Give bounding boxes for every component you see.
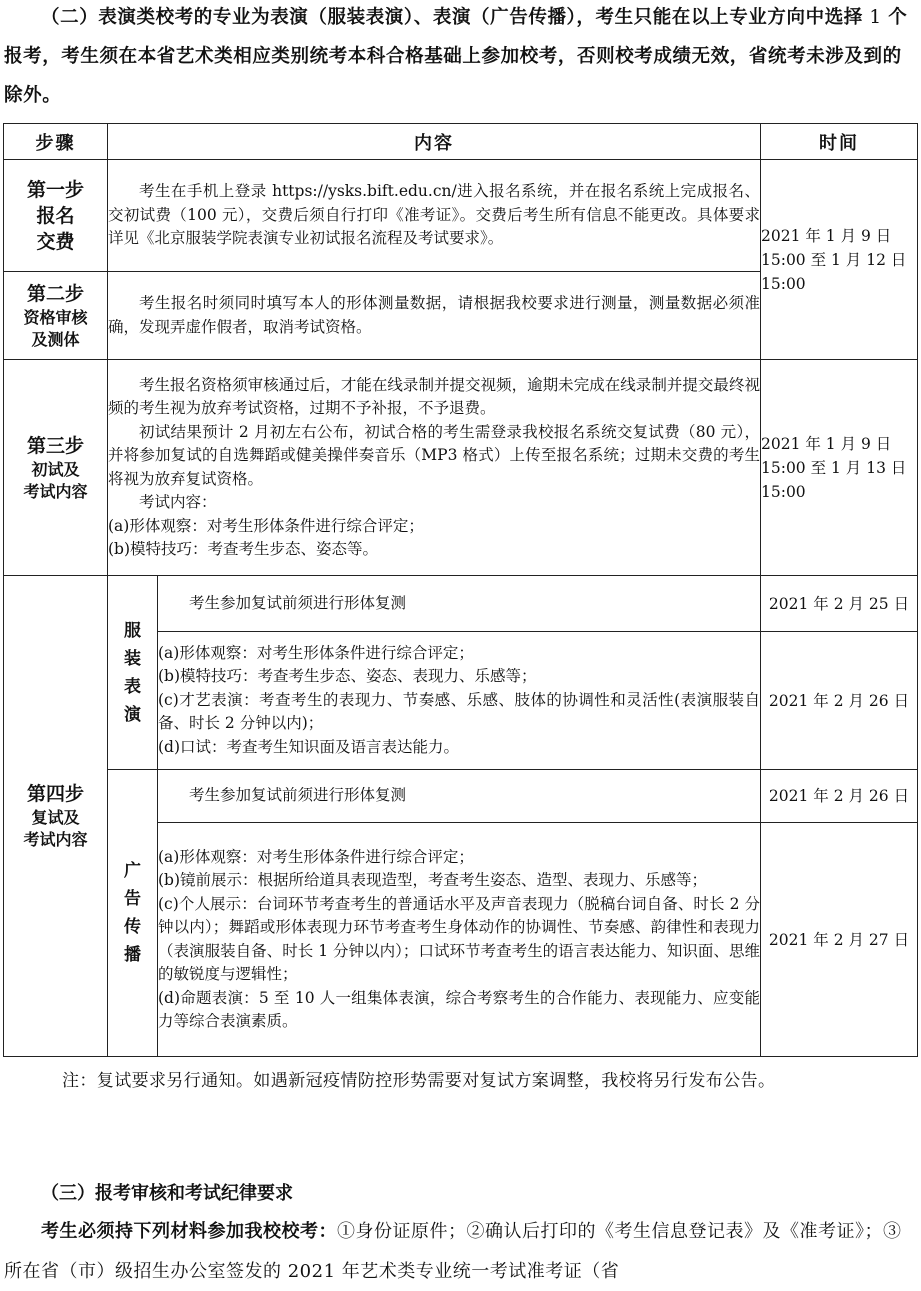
- step3-label-3: 考试内容: [23, 481, 88, 501]
- step2-name: [4, 272, 108, 360]
- step4-label-1: 第四步: [26, 783, 84, 805]
- exam-steps-table: [3, 123, 918, 1057]
- step3-content: [108, 360, 761, 576]
- step4-label-3: 考试内容: [23, 830, 88, 849]
- intro-paragraph: [4, 0, 916, 115]
- track-fashion-performance: [108, 576, 158, 770]
- step1-label-1: 第一步: [26, 178, 84, 201]
- section-3-paragraph: [4, 1212, 916, 1291]
- track-a-row2-date: 2 月 26 日: [833, 691, 910, 710]
- step3-para-5: (b)模特技巧：考查考生步态、姿态等。: [108, 540, 379, 558]
- table-header-row: [4, 124, 918, 160]
- track-b-char: 广: [124, 861, 141, 881]
- step1-label-3: 交费: [36, 230, 75, 253]
- track-b-row2-time: [761, 823, 918, 1057]
- track-b-char: 传: [124, 917, 141, 937]
- step3-para-3: 考试内容：: [139, 493, 217, 511]
- step2-label-3: 及测体: [31, 329, 80, 349]
- track-a-row2-content: [158, 632, 761, 770]
- step4-name: [4, 576, 108, 1057]
- step1-name: [4, 160, 108, 272]
- track-a-item: (c)才艺表演：考查考生的表现力、节奏感、乐感、肢体的协调性和灵活性(表演服装自备、时长 2 分钟以内)；: [158, 690, 760, 733]
- track-a-item: (b)模特技巧：考查考生步态、姿态、表现力、乐感等；: [158, 667, 537, 686]
- track-b-char: 播: [124, 945, 141, 965]
- table-row: [4, 770, 918, 823]
- step3-label-1: 第三步: [26, 434, 84, 457]
- header-step: 步骤: [4, 124, 108, 160]
- step3-label-2: 初试及: [31, 459, 80, 479]
- track-a-char: 装: [124, 648, 141, 669]
- track-a-row1-content: [158, 576, 761, 632]
- track-b-row1-time: [761, 770, 918, 823]
- intro-number: 1: [862, 7, 889, 28]
- track-a-row1-year: 2021 年: [768, 594, 829, 613]
- step3-para-4: (a)形体观察：对考生形体条件进行综合评定；: [108, 516, 424, 535]
- track-a-item: (d)口试：考查考生知识面及语言表达能力。: [158, 737, 460, 756]
- table-note: 注：复试要求另行通知。如遇新冠疫情防控形势需要对复试方案调整，我校将另行发布公告。: [62, 1071, 776, 1091]
- track-b-item: (d)命题表演：5 至 10 人一组集体表演，综合考察考生的合作能力、表现能力、应变能力等综合表演素质。: [158, 988, 760, 1030]
- step3-name: [4, 360, 108, 576]
- track-a-char: 服: [124, 620, 141, 641]
- table-row: [4, 360, 918, 576]
- header-content: 内容: [108, 124, 761, 160]
- track-b-item: (b)镜前展示：根据所给道具表现造型，考查考生姿态、造型、表现力、乐感等；: [158, 871, 708, 889]
- track-b-item: (a)形体观察：对考生形体条件进行综合评定；: [158, 847, 474, 866]
- step2-label-2: 资格审核: [23, 307, 88, 327]
- track-b-row2-date: 2 月 27 日: [833, 930, 910, 949]
- table-row: [4, 576, 918, 632]
- track-b-char: 告: [124, 889, 141, 909]
- track-b-row1-year: 2021 年: [768, 787, 829, 805]
- track-b-row1-text: 考生参加复试前须进行形体复测: [189, 786, 407, 805]
- step1-2-time: 2021 年 1 月 9 日 15:00 至 1 月 12 日 15:00: [761, 160, 918, 360]
- step2-content-text: 考生报名时须同时填写本人的形体测量数据，请根据我校要求进行测量，测量数据必须准确，发现弄虚作假者，取消考试资格。: [108, 294, 760, 336]
- step4-label-2: 复试及: [31, 808, 80, 827]
- track-a-row2-year: 2021 年: [768, 691, 829, 710]
- step1-content-text: 考生在手机上登录 https://ysks.bift.edu.cn/进入报名系统，并在报名系统上完成报名、交初试费（100 元），交费后须自行打印《准考证》。交费后考生所有信息不能更改。具体要求详见《北京服装学院表演专业初试报名流程及考试要求》。: [108, 182, 760, 248]
- track-b-row2-content: [158, 823, 761, 1057]
- track-a-char: 表: [124, 676, 141, 697]
- intro-text-b: 个报考，考生须在本省艺术类相应类别统考本科合格基础上参加校考，否则校考成绩无效，省统考未涉及到的除外。: [4, 7, 908, 106]
- section-3-heading: （三）报考审核和考试纪律要求: [41, 1183, 293, 1204]
- step3-para-2: 初试结果预计 2 月初左右公布，初试合格的考生需登录我校报名系统交复试费（80 元），并将参加复试的自选舞蹈或健美操伴奏音乐（MP3 格式）上传至报名系统；过期未交费的考生将视为放弃复试资格。: [108, 422, 760, 488]
- step2-content: [108, 272, 761, 360]
- track-a-row1-time: [761, 576, 918, 632]
- track-advertising-communication: [108, 770, 158, 1057]
- section-3-rest: ①身份证原件；②确认后打印的《考生信息登记表》及《准考证》；③所在省（市）级招生办公室签发的 2021 年艺术类专业统一考试准考证（省: [4, 1221, 902, 1282]
- track-b-item: (c)个人展示：台词环节考查考生的普通话水平及声音表现力（脱稿台词自备、时长 2 分钟以内）；舞蹈或形体表现力环节考查考生身体动作的协调性、节奏感、韵律性和表现力（表演服装自备、时长 1 分钟以内）；口试环节考查考生的语言表达能力、知识面、思维的敏锐度与逻辑性；: [158, 894, 760, 983]
- step3-time: 2021 年 1 月 9 日 15:00 至 1 月 13 日 15:00: [761, 360, 918, 576]
- intro-text-a: （二）表演类校考的专业为表演（服装表演）、表演（广告传播），考生只能在以上专业方向中选择: [41, 7, 863, 28]
- header-time: 时间: [761, 124, 918, 160]
- track-b-row1-date: 2 月 26 日: [833, 787, 910, 805]
- table-row: [4, 160, 918, 272]
- track-a-row1-text: 考生参加复试前须进行形体复测: [189, 593, 407, 612]
- step1-content: [108, 160, 761, 272]
- track-a-char: 演: [124, 704, 141, 725]
- track-a-row2-time: [761, 632, 918, 770]
- step1-label-2: 报名: [36, 204, 75, 227]
- step2-label-1: 第二步: [26, 282, 84, 305]
- track-a-item: (a)形体观察：对考生形体条件进行综合评定；: [158, 643, 474, 662]
- track-b-row1-content: [158, 770, 761, 823]
- track-a-row1-date: 2 月 25 日: [833, 594, 910, 613]
- track-b-row2-year: 2021 年: [768, 930, 829, 949]
- step3-para-1: 考生报名资格须审核通过后，才能在线录制并提交视频，逾期未完成在线录制并提交最终视频的考生视为放弃考试资格，过期不予补报，不予退费。: [108, 375, 760, 417]
- section-3-lead: 考生必须持下列材料参加我校校考：: [41, 1221, 337, 1242]
